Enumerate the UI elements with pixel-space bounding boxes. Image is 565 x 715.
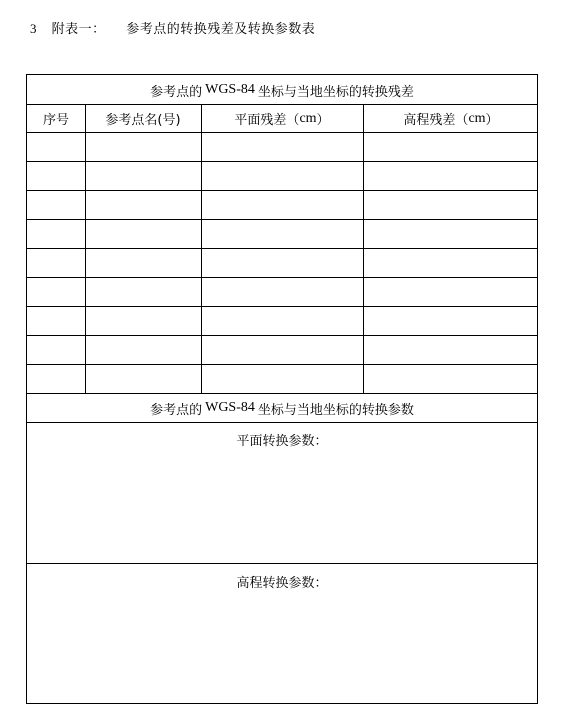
column-header-index	[27, 105, 85, 132]
height-params-label: 高程转换参数：	[236, 576, 328, 591]
header-divider	[27, 132, 537, 133]
column-header-point-name-label: 参考点名(号)	[105, 113, 181, 128]
plane-residual-label: 平面残差（	[234, 113, 300, 128]
plane-residual-close: ）	[316, 113, 330, 128]
column-header-index-label: 序号	[42, 113, 69, 128]
row-divider	[27, 364, 537, 365]
column-header-point-name	[85, 105, 201, 132]
section-number: 3	[30, 21, 37, 36]
conversion-table	[26, 74, 538, 704]
column-divider	[85, 104, 86, 393]
residual-title-system: WGS-84	[205, 82, 255, 97]
plane-params-label: 平面转换参数：	[236, 434, 328, 449]
parameter-title-prefix: 参考点的	[150, 402, 203, 418]
appendix-label: 附表一：	[51, 22, 106, 37]
height-residual-close: ）	[485, 113, 499, 128]
row-divider	[27, 219, 537, 220]
appendix-heading	[30, 18, 315, 37]
column-divider	[363, 104, 364, 393]
residual-title-suffix: 坐标与当地坐标的转换残差	[257, 84, 414, 100]
height-residual-label: 高程残差（	[403, 113, 469, 128]
row-divider	[27, 190, 537, 191]
column-header-height-residual	[363, 105, 539, 132]
table-title: 参考点的转换残差及转换参数表	[126, 22, 316, 37]
row-divider	[27, 161, 537, 162]
parameter-title-system: WGS-84	[205, 400, 255, 415]
parameter-title-suffix: 坐标与当地坐标的转换参数	[257, 402, 414, 418]
height-residual-unit: cm	[468, 110, 486, 126]
params-divider	[27, 563, 537, 564]
parameter-section-title	[27, 394, 537, 422]
column-header-plane-residual	[201, 105, 363, 132]
plane-residual-unit: cm	[299, 110, 317, 126]
parameter-title-divider	[27, 422, 537, 423]
row-divider	[27, 277, 537, 278]
residual-title-prefix: 参考点的	[150, 84, 203, 100]
row-divider	[27, 306, 537, 307]
residual-table-title	[27, 76, 537, 104]
row-divider	[27, 335, 537, 336]
row-divider	[27, 248, 537, 249]
column-divider	[201, 104, 202, 393]
